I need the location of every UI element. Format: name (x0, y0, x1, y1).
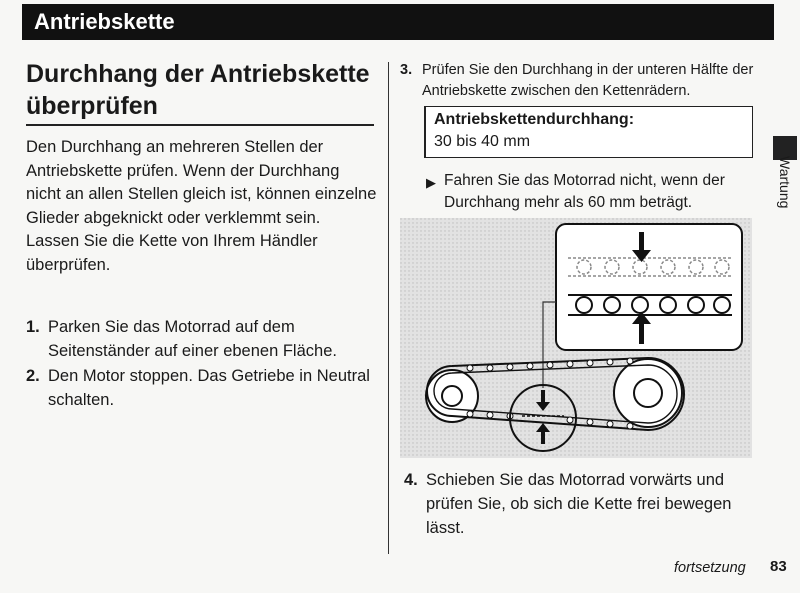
steps-list-left (26, 316, 376, 414)
page-title-line-2: überprüfen (26, 92, 158, 120)
intro-paragraph-1: Den Durchhang an mehreren Stellen der Antriebskette prüfen. Wenn der Durchhang nicht an allen Stellen gleich ist, können einzelne Glieder abgeknickt oder verklemmt sein. (26, 138, 377, 227)
section-title: Antriebskette (34, 9, 175, 34)
step-number: 4. (404, 471, 418, 489)
step-text: Den Motor stoppen. Das Getriebe in Neutral schalten. (48, 367, 370, 409)
step-item (404, 468, 764, 540)
step-text: Prüfen Sie den Durchhang in der unteren Hälfte der Antriebskette zwischen den Kettenrädern. (422, 62, 754, 99)
drive-chain-illustration (400, 218, 752, 458)
spec-box (424, 106, 753, 158)
step-item (26, 365, 376, 412)
page-number: 83 (770, 558, 787, 575)
step-number: 2. (26, 367, 40, 385)
intro-paragraph-2: Lassen Sie die Kette von Ihrem Händler überprüfen. (26, 232, 318, 274)
page-title (26, 58, 376, 122)
warning-text: Fahren Sie das Motorrad nicht, wenn der Durchhang mehr als 60 mm beträgt. (444, 172, 725, 211)
intro-text (26, 136, 378, 277)
triangle-pointer-icon: ▶ (426, 175, 436, 190)
step-number: 3. (400, 62, 413, 78)
spec-value: 30 bis 40 mm (434, 133, 531, 150)
continued-note: fortsetzung (674, 560, 746, 576)
detail-inset (556, 224, 742, 350)
page-title-line-1: Durchhang der Antriebskette (26, 60, 370, 88)
step-item (400, 60, 770, 102)
step-text: Parken Sie das Motorrad auf dem Seitenständer auf einer ebenen Fläche. (48, 318, 337, 360)
side-tab-label: Wartung (777, 156, 793, 209)
spec-label: Antriebskettendurchhang: (434, 111, 635, 128)
front-sprocket (614, 359, 682, 427)
section-header-bar (22, 4, 774, 40)
step-number: 1. (26, 318, 40, 336)
step-text: Schieben Sie das Motorrad vorwärts und prüfen Sie, ob sich die Kette frei bewegen lässt. (426, 471, 732, 537)
column-divider (388, 62, 389, 554)
step-item (26, 316, 376, 363)
title-divider (26, 124, 374, 126)
chain-diagram-svg (400, 218, 752, 458)
warning-note (426, 170, 766, 214)
